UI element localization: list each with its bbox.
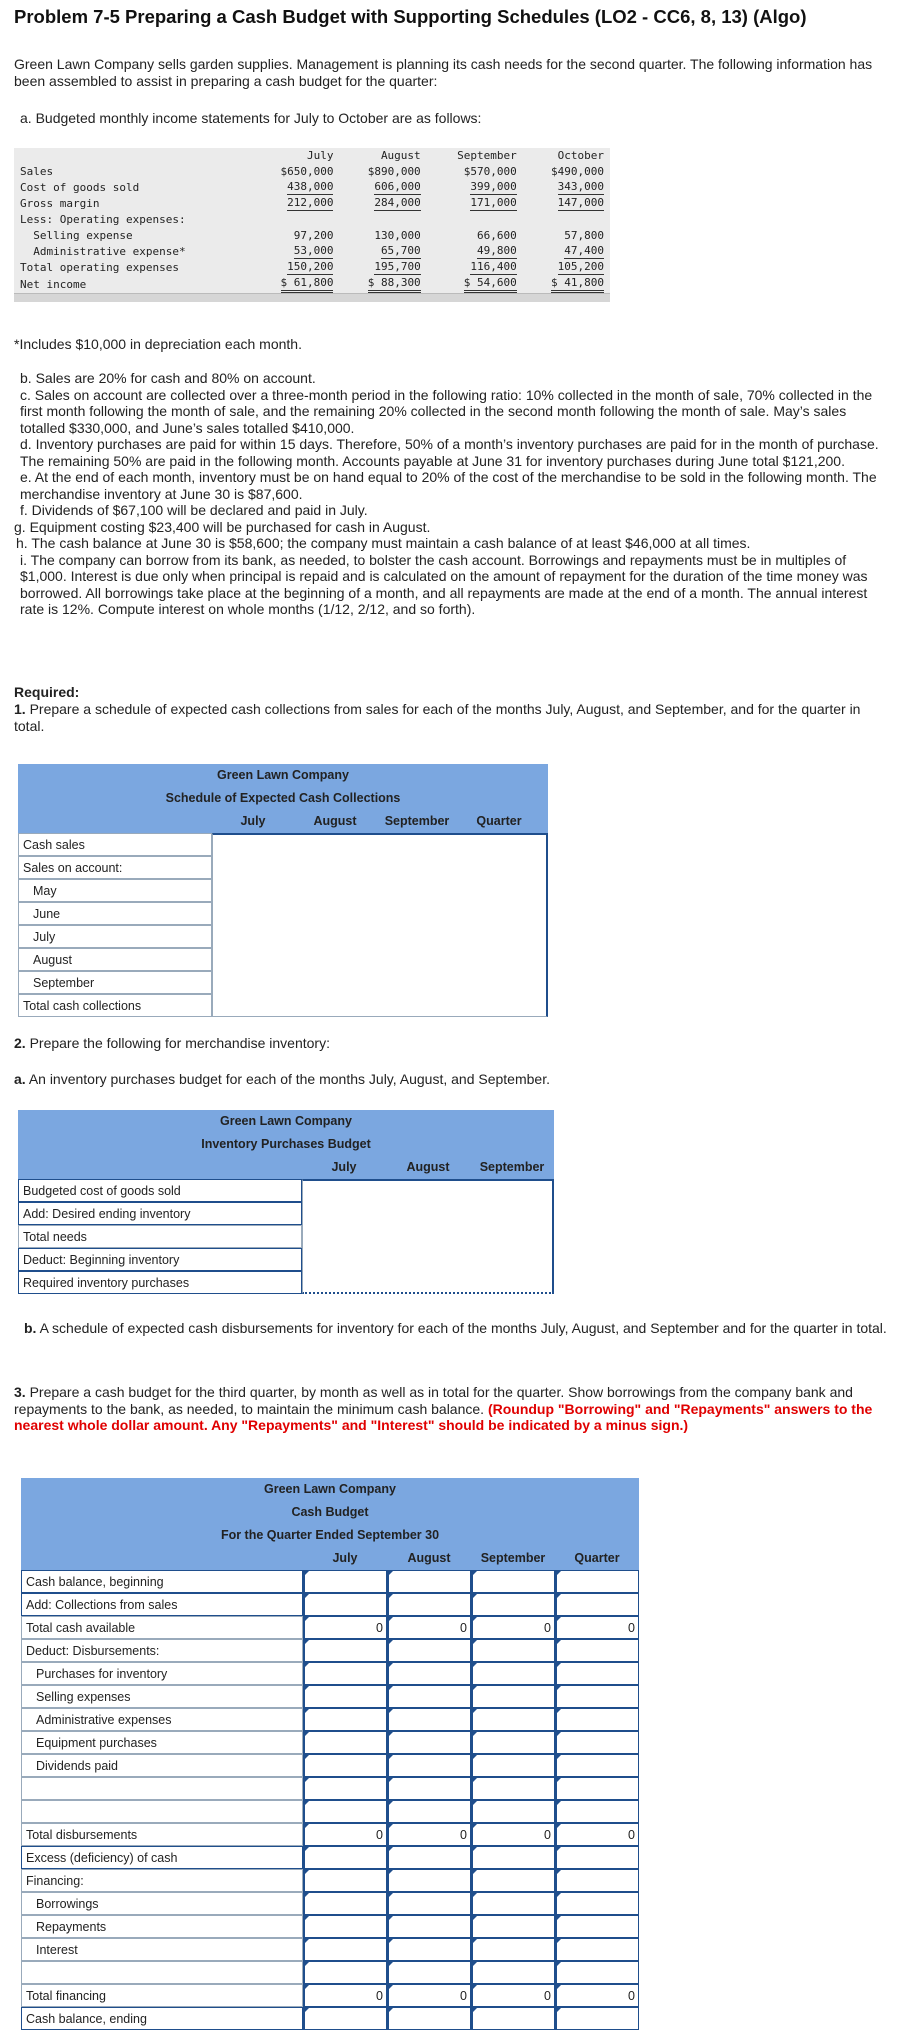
cash-budget-cell[interactable]: [387, 1846, 471, 1869]
cash-budget-cell[interactable]: [555, 1961, 639, 1984]
cash-budget-cell[interactable]: [387, 1754, 471, 1777]
col-header-quarter: Quarter: [476, 814, 522, 828]
cash-budget-cell[interactable]: [387, 1938, 471, 1961]
cash-budget-row-label: Interest: [21, 1938, 303, 1961]
cash-budget-cell[interactable]: 0: [471, 1823, 555, 1846]
cash-budget-cell[interactable]: [471, 1662, 555, 1685]
cash-budget-row-label: Add: Collections from sales: [21, 1593, 303, 1616]
requirement-2: 2. Prepare the following for merchandise inventory:: [14, 1035, 330, 1051]
cash-collections-schedule: [18, 764, 548, 1014]
cash-budget-cell[interactable]: [303, 1754, 387, 1777]
row-label-total-cash-collections: Total cash collections: [18, 994, 212, 1017]
cash-budget-row-label: Borrowings: [21, 1892, 303, 1915]
cash-budget-cell[interactable]: [387, 1892, 471, 1915]
cash-budget-cell[interactable]: [555, 1639, 639, 1662]
row-label-desired-ending-inventory: Add: Desired ending inventory: [18, 1202, 302, 1225]
is-row: Total operating expenses 150,200 195,700 116,400 105,200: [20, 260, 604, 274]
cash-budget-row-label: Cash balance, beginning: [21, 1570, 303, 1593]
cash-budget-cell[interactable]: 0: [555, 1984, 639, 2007]
cash-budget-row-label: Total financing: [21, 1984, 303, 2007]
cash-budget-subtitle: For the Quarter Ended September 30: [220, 1528, 440, 1542]
footnote: *Includes $10,000 in depreciation each month.: [14, 336, 302, 352]
cash-budget-cell[interactable]: [387, 1961, 471, 1984]
is-row: Administrative expense* 53,000 65,700 49,800 47,400: [20, 244, 604, 258]
cash-budget-cell[interactable]: 0: [471, 1984, 555, 2007]
problem-items: [14, 370, 894, 618]
list-item: i. The company can borrow from its bank, as needed, to bolster the cash account. Borrowings and repayments must be in multiples of $1,000. Interest is due only when principal is repaid and is calculated on the amount of repayment for the duration of the time money was borrowed. All borrowings take place at the beginning of a month, and all repayments are made at the end of a month. The annual interest rate is 12%. Compute interest on whole months (1/12, 2/12, and so forth).: [20, 551, 868, 617]
list-item: g. Equipment costing $23,400 will be purchased for cash in August.: [14, 518, 431, 535]
requirement-2a: a. An inventory purchases budget for each of the months July, August, and September.: [14, 1071, 550, 1087]
schedule-company: Green Lawn Company: [217, 768, 349, 782]
cash-budget-cell[interactable]: 0: [387, 1984, 471, 2007]
cash-budget-cell[interactable]: 0: [303, 1616, 387, 1639]
cash-budget-cell[interactable]: [555, 1685, 639, 1708]
cash-budget-cell[interactable]: [303, 1846, 387, 1869]
cash-budget-cell[interactable]: [471, 1846, 555, 1869]
required-label: Required:: [14, 684, 80, 700]
cash-budget-company: Green Lawn Company: [264, 1482, 396, 1496]
is-month-header: August: [380, 149, 421, 162]
cash-budget-row-label[interactable]: [21, 1777, 303, 1800]
cash-budget-cell[interactable]: [555, 1846, 639, 1869]
is-row: Net income $ 61,800 $ 88,300 $ 54,600 $ 41,800: [14, 275, 610, 293]
col-header-july: July: [331, 1160, 357, 1174]
cash-budget-cell[interactable]: [303, 1662, 387, 1685]
cash-budget-cell[interactable]: 0: [555, 1823, 639, 1846]
budget-title: Inventory Purchases Budget: [201, 1137, 371, 1151]
cash-budget-title: Cash Budget: [291, 1505, 369, 1519]
cash-budget-cell[interactable]: [303, 1869, 387, 1892]
cash-budget-cell[interactable]: [303, 1938, 387, 1961]
is-month-header: October: [557, 149, 604, 162]
page-title: Problem 7-5 Preparing a Cash Budget with Supporting Schedules (LO2 - CC6, 8, 13) (Algo): [14, 6, 807, 27]
cash-budget-cell[interactable]: [555, 1754, 639, 1777]
cash-budget-cell[interactable]: [471, 1754, 555, 1777]
intro-paragraph: Green Lawn Company sells garden supplies. Management is planning its cash needs for the second quarter. The following information has been assembled to assist in preparing a cash budget for the quarter:: [14, 56, 873, 89]
cash-budget-cell[interactable]: [471, 1800, 555, 1823]
is-month-header: July: [306, 149, 334, 162]
cash-budget-cell[interactable]: [555, 1570, 639, 1593]
purchases-input-area[interactable]: [302, 1179, 554, 1294]
row-label-total-needs: Total needs: [18, 1225, 302, 1248]
cash-budget-cell[interactable]: [555, 1708, 639, 1731]
col-header-august: August: [313, 814, 357, 828]
cash-budget-cell[interactable]: [471, 1593, 555, 1616]
cash-budget-cell[interactable]: [303, 1777, 387, 1800]
cash-budget-row-label: Total cash available: [21, 1616, 303, 1639]
cash-budget-cell[interactable]: 0: [387, 1823, 471, 1846]
cash-budget-row-label: Excess (deficiency) of cash: [21, 1846, 303, 1869]
is-month-header: September: [457, 149, 517, 162]
is-row: Selling expense 97,200 130,000 66,600 57,800: [20, 228, 604, 242]
cash-budget-cell[interactable]: [303, 1708, 387, 1731]
cash-budget-cell[interactable]: [555, 1800, 639, 1823]
cash-budget-row-label: Equipment purchases: [21, 1731, 303, 1754]
cash-budget-cell[interactable]: [303, 1961, 387, 1984]
cash-budget-cell[interactable]: [471, 1869, 555, 1892]
cash-budget-cell[interactable]: 0: [303, 1823, 387, 1846]
cash-budget-cell[interactable]: [471, 1777, 555, 1800]
row-label-july: July: [18, 925, 212, 948]
cash-budget-cell[interactable]: [471, 1685, 555, 1708]
cash-budget-row-label: Total disbursements: [21, 1823, 303, 1846]
requirement-3: 3. Prepare a cash budget for the third quarter, by month as well as in total for the quarter. Show borrowings from the company bank and repayments to the bank, as needed, to maintain the minimum cash balance. (Roundup "Borrowing" and "Repayments" answers to the nearest whole dollar amount. Any "Repayments" and "Interest" should be indicated by a minus sign.): [14, 1384, 873, 1433]
cash-budget-row-label: Purchases for inventory: [21, 1662, 303, 1685]
cash-budget-cell[interactable]: [555, 1662, 639, 1685]
row-label-cash-sales: Cash sales: [18, 833, 212, 856]
row-label-august: August: [18, 948, 212, 971]
cash-budget-cell[interactable]: [471, 1708, 555, 1731]
cash-budget-cell[interactable]: [387, 1777, 471, 1800]
row-label-september: September: [18, 971, 212, 994]
cash-budget-cell[interactable]: [387, 1800, 471, 1823]
item-a: a. Budgeted monthly income statements for July to October are as follows:: [20, 110, 482, 126]
cash-budget-cell[interactable]: [471, 1639, 555, 1662]
list-item: h. The cash balance at June 30 is $58,600; the company must maintain a cash balance of at least $46,000 at all times.: [16, 535, 751, 551]
cash-budget-row-label: Selling expenses: [21, 1685, 303, 1708]
cash-budget-cell[interactable]: [303, 1731, 387, 1754]
cash-budget-cell[interactable]: [555, 1915, 639, 1938]
list-item: f. Dividends of $67,100 will be declared and paid in July.: [20, 502, 368, 518]
cash-budget-cell[interactable]: [387, 1639, 471, 1662]
requirement-2b: b. A schedule of expected cash disbursements for inventory for each of the months July, August, and September and for the quarter in total.: [24, 1320, 887, 1336]
row-label-may: May: [18, 879, 212, 902]
cash-budget-cell[interactable]: [555, 1593, 639, 1616]
col-header-august: August: [407, 1551, 451, 1565]
cash-budget-cell[interactable]: [471, 1892, 555, 1915]
cash-budget-cell[interactable]: [387, 1869, 471, 1892]
cash-budget-cell[interactable]: [387, 1662, 471, 1685]
schedule-title: Schedule of Expected Cash Collections: [165, 791, 401, 805]
cash-budget-row-label: Dividends paid: [21, 1754, 303, 1777]
cash-budget-cell[interactable]: [303, 1915, 387, 1938]
cash-budget-row-label: Financing:: [21, 1869, 303, 1892]
cash-budget-cell[interactable]: [555, 1892, 639, 1915]
cash-budget-cell[interactable]: [303, 1593, 387, 1616]
cash-budget-cell[interactable]: [387, 1570, 471, 1593]
is-row: Gross margin 212,000 284,000 171,000 147,000: [20, 196, 604, 210]
cash-budget-row-label: Repayments: [21, 1915, 303, 1938]
col-header-september: September: [384, 814, 450, 828]
cash-budget-cell[interactable]: [387, 1731, 471, 1754]
list-item: e. At the end of each month, inventory must be on hand equal to 20% of the cost of the merchandise to be sold in the following month. The merchandise inventory at June 30 is $87,600.: [20, 469, 877, 502]
cash-budget-cell[interactable]: [555, 1731, 639, 1754]
is-row: Cost of goods sold 438,000 606,000 399,000 343,000: [20, 180, 604, 194]
cash-budget-cell[interactable]: [555, 1869, 639, 1892]
col-header-september: September: [480, 1551, 546, 1565]
cash-budget-cell[interactable]: [555, 1777, 639, 1800]
inventory-purchases-budget: [18, 1110, 554, 1300]
requirement-1: 1. Prepare a schedule of expected cash collections from sales for each of the months July, August, and September, and for the quarter in total.: [14, 701, 861, 734]
cash-budget-cell[interactable]: [471, 1731, 555, 1754]
cash-budget-cell[interactable]: [471, 1915, 555, 1938]
cash-budget-row-label: Administrative expenses: [21, 1708, 303, 1731]
col-header-quarter: Quarter: [574, 1551, 620, 1565]
cash-budget-row-label: Deduct: Disbursements:: [21, 1639, 303, 1662]
cash-budget-cell[interactable]: 0: [387, 1616, 471, 1639]
cash-budget-cell[interactable]: [387, 1685, 471, 1708]
cash-budget-cell[interactable]: [387, 1915, 471, 1938]
col-header-august: August: [406, 1160, 450, 1174]
cash-budget-cell[interactable]: [555, 1938, 639, 1961]
row-label-budgeted-cogs: Budgeted cost of goods sold: [18, 1179, 302, 1202]
row-label-beginning-inventory: Deduct: Beginning inventory: [18, 1248, 302, 1271]
cash-budget-cell[interactable]: [387, 1593, 471, 1616]
is-row: Sales $650,000 $890,000 $570,000 $490,000: [20, 164, 604, 178]
col-header-july: July: [332, 1551, 358, 1565]
budget-company: Green Lawn Company: [220, 1114, 352, 1128]
cash-budget-cell[interactable]: [471, 1570, 555, 1593]
cash-budget-cell[interactable]: 0: [555, 1616, 639, 1639]
collections-input-area[interactable]: [212, 833, 548, 1017]
cash-budget-cell[interactable]: [303, 1800, 387, 1823]
list-item: b. Sales are 20% for cash and 80% on account.: [20, 370, 316, 386]
cash-budget-cell[interactable]: [303, 1570, 387, 1593]
cash-budget-cell[interactable]: [387, 1708, 471, 1731]
cash-budget-cell[interactable]: [471, 1961, 555, 1984]
cash-budget-cell[interactable]: 0: [303, 1984, 387, 2007]
is-row: Less: Operating expenses:: [20, 212, 186, 226]
income-statement: [14, 148, 610, 302]
cash-budget-cell[interactable]: [303, 1685, 387, 1708]
is-footer-bar: [14, 293, 610, 302]
cash-budget-row-label[interactable]: [21, 1961, 303, 1984]
cash-budget-row-label[interactable]: [21, 1800, 303, 1823]
list-item: d. Inventory purchases are paid for within 15 days. Therefore, 50% of a month’s inventory purchases are paid for in the month of purchase. The remaining 50% are paid in the following month. Accounts payable at June 31 for inventory purchases during June total $121,200.: [20, 436, 879, 469]
col-header-september: September: [479, 1160, 545, 1174]
cash-budget-cell[interactable]: [303, 1892, 387, 1915]
cash-budget-cell[interactable]: [303, 1639, 387, 1662]
row-label-june: June: [18, 902, 212, 925]
cash-budget-cell[interactable]: 0: [471, 1616, 555, 1639]
list-item: c. Sales on account are collected over a three-month period in the following ratio: 10% collected in the month of sale, 70% collected in the first month following the month of sale, and the remaining 20% collected in the second month following the month of sale. May’s sales totalled $330,000, and June’s sales totalled $410,000.: [20, 386, 873, 436]
row-label-sales-on-account: Sales on account:: [18, 856, 212, 879]
col-header-july: July: [240, 814, 266, 828]
cash-budget-row-label: Cash balance, ending: [21, 2007, 303, 2030]
cash-budget-cell[interactable]: [471, 1938, 555, 1961]
cash-budget: [21, 1478, 639, 2026]
row-label-required-purchases: Required inventory purchases: [18, 1271, 302, 1294]
